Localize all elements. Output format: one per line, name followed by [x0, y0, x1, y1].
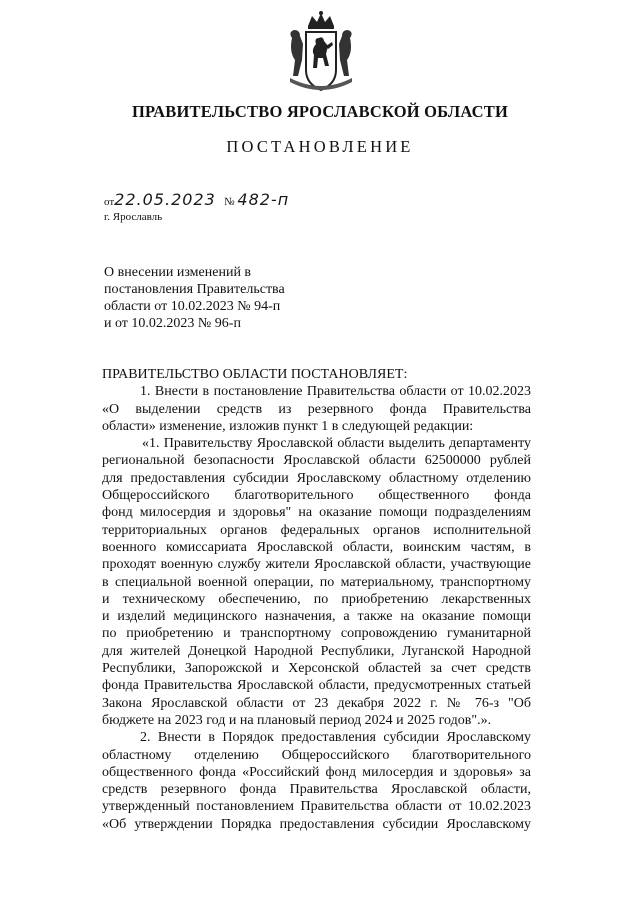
body-line: утвержденный постановлением Правительства области от 10.02.2023: [102, 799, 531, 815]
body-line: «Об утверждении Порядка предоставления субсидии Ярославскому: [102, 816, 531, 832]
city-label: г. Ярославль: [104, 211, 163, 223]
document-body: [102, 366, 531, 833]
body-line: Общероссийского благотворительного общественного фонда: [102, 488, 531, 504]
subject-line: области от 10.02.2023 № 94-п: [104, 299, 281, 314]
body-line: по приобретению и транспортному сопровождению гуманитарной: [102, 626, 531, 642]
body-line: «1. Правительству Ярославской области выделить департаменту: [142, 436, 531, 452]
body-line: и изделий медицинского назначения, а также на оказание помощи: [102, 609, 531, 625]
body-line: фонд милосердия и здоровья" на оказание помощи подразделениям: [102, 505, 531, 521]
body-line: 1. Внести в постановление Правительства области от 10.02.2023: [140, 384, 531, 400]
subject-line: О внесении изменений в: [104, 265, 252, 280]
body-line: для предоставления субсидии Ярославскому областному отделению: [102, 470, 531, 486]
document-subject: [104, 264, 285, 332]
handwritten-number: 482-п: [237, 190, 290, 209]
government-title: ПРАВИТЕЛЬСТВО ЯРОСЛАВСКОЙ ОБЛАСТИ: [131, 102, 509, 121]
coat-of-arms-emblem: [276, 8, 366, 98]
resolution-heading: ПРАВИТЕЛЬСТВО ОБЛАСТИ ПОСТАНОВЛЯЕТ:: [102, 367, 408, 382]
body-line: военного комиссариата Ярославской области, воинским частям, в: [102, 539, 531, 555]
body-line: Республики, Запорожской и Херсонской областей за счет средств: [102, 661, 531, 677]
body-line: Закона Ярославской области от 23 декабря 2022 г. № 76-з "Об: [102, 695, 531, 711]
body-line: региональной безопасности Ярославской области 62500000 рублей: [102, 453, 531, 469]
number-prefix: №: [224, 196, 235, 208]
body-line: фонда Правительства Ярославской области, предусмотренных статьей: [102, 678, 531, 694]
body-line: для жителей Донецкой Народной Республики, Луганской Народной: [102, 643, 531, 659]
body-line: проходят военную службу жители Ярославской области, участвующие: [102, 557, 531, 573]
document-type-title: ПОСТАНОВЛЕНИЕ: [226, 137, 414, 156]
body-line: «О выделении средств из резервного фонда Правительства: [102, 401, 531, 417]
body-line: общественного фонда «Российский фонд милосердия и здоровья» за: [102, 764, 531, 780]
body-line: области» изменение, изложив пункт 1 в следующей редакции:: [102, 418, 474, 434]
subject-line: постановления Правительства: [104, 282, 285, 297]
handwritten-date: 22.05.2023: [114, 190, 216, 209]
body-line: областному отделению Общероссийского благотворительного: [102, 747, 531, 763]
body-line: бюджете на 2023 год и на плановый период 2024 и 2025 годов".».: [102, 712, 492, 728]
body-line: средств резервного фонда Правительства Ярославской области,: [102, 782, 531, 798]
body-line: 2. Внести в Порядок предоставления субсидии Ярославскому: [140, 730, 531, 746]
body-line: территориальных органов федеральных органов исполнительной: [102, 522, 531, 538]
from-prefix: от: [104, 196, 115, 208]
body-line: и техническому обеспечению, по приобретению лекарственных: [102, 591, 531, 607]
subject-line: и от 10.02.2023 № 96-п: [104, 316, 241, 331]
body-line: в специальной военной операции, по материальному, транспортному: [102, 574, 531, 590]
date-number-line: [104, 190, 289, 209]
